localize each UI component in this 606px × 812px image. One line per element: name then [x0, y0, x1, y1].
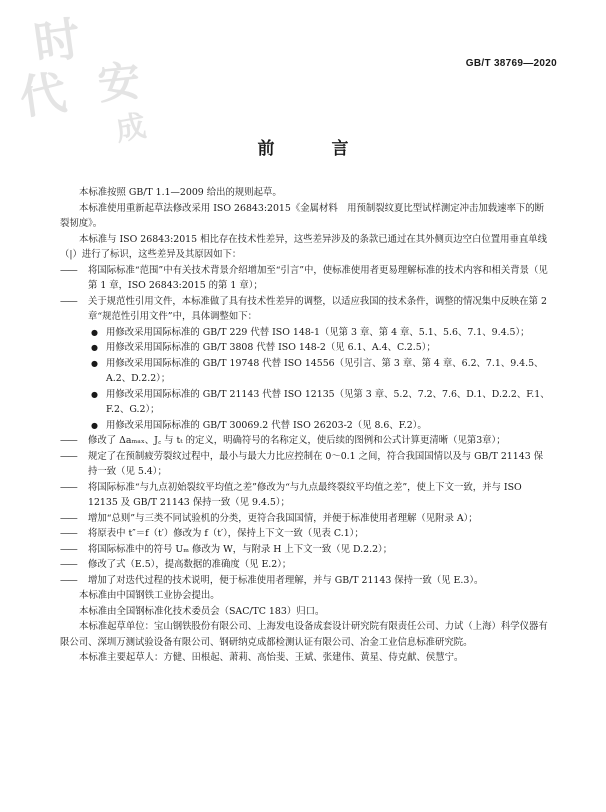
dash-marker: —— [60, 435, 77, 446]
watermark-char: 成 [113, 108, 149, 149]
bullet-dot: ● [91, 389, 98, 399]
difference-item [60, 263, 550, 294]
bullet-item [60, 387, 550, 418]
foreword-body [60, 185, 550, 666]
dash-marker: —— [60, 295, 77, 307]
dash-marker: —— [60, 481, 77, 493]
difference-item [60, 526, 550, 542]
dash-marker: —— [60, 559, 77, 570]
difference-item [60, 480, 550, 511]
difference-item [60, 573, 550, 589]
dash-marker: —— [60, 574, 77, 586]
difference-item [60, 449, 550, 480]
bullet-item [60, 356, 550, 387]
dash-marker: —— [60, 543, 77, 555]
paragraph: 本标准由中国钢铁工业协会提出。 [79, 590, 220, 601]
bullet-text: 用修改采用国际标准的 GB/T 21143 代替 ISO 12135（见第 3 章、5.2、7.2、7.6、D.1、D.2.2、F.1、F.2、G.2）； [106, 388, 550, 415]
bullet-text: 用修改采用国际标准的 GB/T 19748 代替 ISO 14556（见引言、第 3 章、第 4 章、6.2、7.1、9.4.5、A.2、D.2.2）； [106, 357, 544, 384]
bullet-item [60, 325, 550, 341]
difference-text: 将原表中 t″＝f（t′）修改为 f（t′），保持上下文一致（见表 C.1）； [88, 528, 364, 539]
watermark-char: 代 [16, 65, 70, 125]
dash-marker: —— [60, 450, 77, 462]
page-title: 前 言 [257, 139, 369, 159]
difference-text: 修改了式（E.5），提高数据的准确度（见 E.2）； [88, 559, 292, 570]
standard-code: GB/T 38769—2020 [465, 58, 557, 69]
difference-item [60, 557, 550, 573]
difference-text: 增加“总则”与三类不同试验机的分类，更符合我国国情，并便于标准使用者理解（见附录 A）； [88, 512, 478, 524]
difference-item [60, 542, 550, 558]
dash-marker: —— [60, 512, 77, 524]
dash-marker: —— [60, 264, 77, 276]
bullet-dot: ● [91, 420, 98, 430]
difference-text: 将国际标准中的符号 Uₘ 修改为 W，与附录 H 上下文一致（见 D.2.2）； [88, 543, 393, 555]
bullet-item [60, 340, 550, 356]
bullet-text: 用修改采用国际标准的 GB/T 30069.2 代替 ISO 26203-2（见 8.6、F.2）。 [106, 419, 427, 431]
difference-text: 规定了在预制疲劳裂纹过程中，最小与最大力比应控制在 0～0.1 之间，符合我国国情以及与 GB/T 21143 保持一致（见 5.4）； [88, 450, 544, 477]
paragraph: 本标准起草单位：宝山钢铁股份有限公司、上海发电设备成套设计研究院有限责任公司、力试（上海）科学仪器有限公司、深圳万测试验设备有限公司、钢研纳克成都检测认证有限公司、冶金工业信息标准研究院。 [60, 621, 548, 648]
bullet-text: 用修改采用国际标准的 GB/T 229 代替 ISO 148-1（见第 3 章、第 4 章、5.1、5.6、7.1、9.4.5）； [106, 326, 530, 338]
difference-text: 将国际标准“范围”中有关技术背景介绍增加至“引言”中，使标准使用者更易理解标准的技术内容和相关背景（见第 1 章，ISO 26843:2015 的第 1 章）； [88, 264, 548, 291]
paragraph: 本标准由全国钢标准化技术委员会（SAC/TC 183）归口。 [79, 605, 325, 617]
difference-item [60, 433, 550, 449]
difference-item [60, 511, 550, 527]
difference-text: 关于规范性引用文件，本标准做了具有技术性差异的调整，以适应我国的技术条件，调整的情况集中反映在第 2 章“规范性引用文件”中，具体调整如下： [88, 295, 547, 322]
difference-text: 修改了 Δaₘₐₓ、J꜀ 与 tₜ 的定义，明确符号的名称定义，使后续的图例和公式计算更清晰（见第3章）； [88, 435, 506, 446]
paragraph: 本标准与 ISO 26843:2015 相比存在技术性差异，这些差异涉及的条款已通过在其外侧页边空白位置用垂直单线（|）进行了标识，这些差异及其原因如下： [60, 233, 547, 260]
bullet-text: 用修改采用国际标准的 GB/T 3808 代替 ISO 148-2（见 6.1、A.4、C.2.5）； [106, 342, 436, 353]
bullet-dot: ● [91, 358, 98, 368]
difference-item [60, 294, 550, 325]
paragraph: 本标准使用重新起草法修改采用 ISO 26843:2015《金属材料 用预制裂纹夏比型试样测定冲击加载速率下的断裂韧度》。 [60, 202, 544, 229]
bullet-item [60, 418, 550, 434]
difference-text: 增加了对迭代过程的技术说明，便于标准使用者理解，并与 GB/T 21143 保持一致（见 E.3）。 [88, 574, 484, 586]
watermark-char: 安 [95, 55, 143, 110]
difference-text: 将国际标准“与九点初始裂纹平均值之差”修改为“与九点最终裂纹平均值之差”，使上下文一致，并与 ISO 12135 及 GB/T 21143 保持一致（见 9.4.5）； [88, 481, 522, 508]
watermark-char: 时 [30, 11, 84, 71]
bullet-dot: ● [91, 327, 98, 337]
paragraph: 本标准主要起草人：方健、田根起、萧莉、高怡斐、王斌、张建伟、黄星、侍克献、侯慧宁。 [79, 652, 464, 663]
dash-marker: —— [60, 528, 77, 539]
bullet-dot: ● [91, 343, 98, 352]
paragraph: 本标准按照 GB/T 1.1—2009 给出的规则起草。 [79, 187, 282, 198]
